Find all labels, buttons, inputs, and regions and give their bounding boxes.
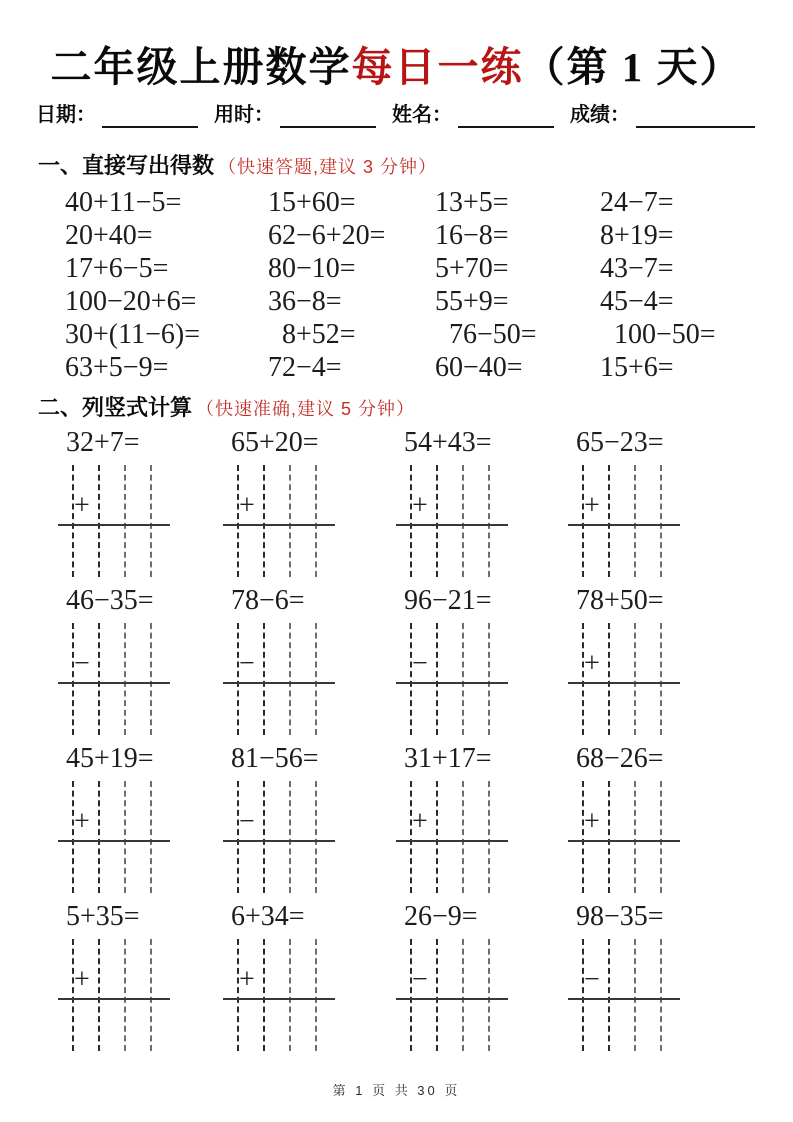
dashed-column-line	[289, 465, 291, 577]
dashed-column-line	[124, 623, 126, 735]
vertical-calc-cell	[398, 744, 570, 894]
time-used-blank-line	[280, 104, 376, 128]
dashed-column-line	[488, 939, 490, 1051]
mental-problem: 8+19=	[600, 220, 674, 251]
mental-problem: 63+5−9=	[65, 352, 169, 383]
problem-label: 32+7=	[66, 427, 140, 458]
problem-label: 54+43=	[404, 427, 492, 458]
vertical-calc-cell	[570, 902, 742, 1052]
operator-sign: +	[584, 648, 600, 679]
answer-line	[568, 682, 680, 684]
answer-line	[568, 998, 680, 1000]
dashed-column-line	[660, 781, 662, 893]
dashed-column-line	[237, 465, 239, 577]
title-text-left: 二年级上册数学	[50, 44, 352, 90]
answer-line	[223, 998, 335, 1000]
vertical-calc-cell	[60, 902, 225, 1052]
dashed-column-line	[315, 465, 317, 577]
section1-heading-text: 一、直接写出得数	[38, 153, 215, 178]
calc-work-area	[398, 939, 506, 1051]
answer-line	[396, 524, 508, 526]
dashed-column-line	[608, 465, 610, 577]
operator-sign: +	[74, 806, 90, 837]
dashed-column-line	[72, 623, 74, 735]
name-blank-line	[458, 104, 554, 128]
mental-problem: 20+40=	[65, 220, 153, 251]
vertical-calc-cell	[398, 586, 570, 736]
dashed-column-line	[263, 781, 265, 893]
time-used-label: 用时：	[214, 104, 274, 126]
problem-label: 78+50=	[576, 585, 664, 616]
problem-label: 81−56=	[231, 743, 319, 774]
operator-sign: −	[412, 648, 428, 679]
header-field-name	[392, 102, 570, 128]
dashed-column-line	[582, 623, 584, 735]
dashed-column-line	[289, 781, 291, 893]
dashed-column-line	[98, 939, 100, 1051]
dashed-column-line	[608, 939, 610, 1051]
section1-heading	[38, 149, 437, 180]
mental-problem: 55+9=	[435, 286, 509, 317]
answer-line	[396, 682, 508, 684]
answer-line	[223, 840, 335, 842]
dashed-column-line	[410, 939, 412, 1051]
vertical-calc-cell	[398, 902, 570, 1052]
mental-problem: 100−50=	[600, 319, 716, 350]
date-blank-line	[102, 104, 198, 128]
problem-label: 31+17=	[404, 743, 492, 774]
answer-line	[396, 840, 508, 842]
operator-sign: −	[74, 648, 90, 679]
operator-sign: −	[584, 964, 600, 995]
calc-work-area	[60, 939, 168, 1051]
calc-work-area	[398, 465, 506, 577]
problem-label: 78−6=	[231, 585, 305, 616]
mental-problem: 76−50=	[435, 319, 537, 350]
dashed-column-line	[263, 939, 265, 1051]
answer-line	[58, 840, 170, 842]
operator-sign: +	[74, 964, 90, 995]
dashed-column-line	[436, 939, 438, 1051]
header-field-score	[570, 102, 755, 128]
mental-problem: 16−8=	[435, 220, 509, 251]
answer-line	[58, 998, 170, 1000]
dashed-column-line	[488, 465, 490, 577]
vertical-calc-cell	[398, 428, 570, 578]
vertical-calc-cell	[60, 586, 225, 736]
dashed-column-line	[660, 623, 662, 735]
dashed-column-line	[124, 465, 126, 577]
dashed-column-line	[150, 939, 152, 1051]
header-field-time-used	[214, 102, 392, 128]
dashed-column-line	[634, 939, 636, 1051]
operator-sign: +	[239, 964, 255, 995]
title-text-right: （第 1 天）	[523, 44, 743, 90]
mental-problem: 30+(11−6)=	[65, 319, 200, 350]
answer-line	[58, 524, 170, 526]
calc-work-area	[225, 939, 333, 1051]
dashed-column-line	[462, 465, 464, 577]
calc-work-area	[570, 623, 678, 735]
dashed-column-line	[582, 781, 584, 893]
section2-time-hint: （快速准确,建议 5 分钟）	[196, 399, 416, 419]
problem-label: 65+20=	[231, 427, 319, 458]
dashed-column-line	[582, 939, 584, 1051]
dashed-column-line	[72, 939, 74, 1051]
mental-problem: 8+52=	[268, 319, 356, 350]
dashed-column-line	[289, 939, 291, 1051]
answer-line	[568, 524, 680, 526]
vertical-calc-cell	[570, 744, 742, 894]
dashed-column-line	[98, 465, 100, 577]
date-label: 日期：	[36, 104, 96, 126]
dashed-column-line	[124, 781, 126, 893]
dashed-column-line	[436, 781, 438, 893]
problem-label: 96−21=	[404, 585, 492, 616]
vertical-calc-grid	[60, 428, 742, 1052]
calc-work-area	[225, 465, 333, 577]
calc-work-area	[60, 623, 168, 735]
dashed-column-line	[72, 781, 74, 893]
mental-problem: 24−7=	[600, 187, 674, 218]
calc-work-area	[225, 623, 333, 735]
dashed-column-line	[462, 781, 464, 893]
operator-sign: −	[239, 648, 255, 679]
calc-work-area	[398, 781, 506, 893]
vertical-calc-cell	[570, 428, 742, 578]
name-label: 姓名：	[392, 104, 452, 126]
header-fields-row	[36, 102, 755, 128]
dashed-column-line	[488, 623, 490, 735]
vertical-calc-cell	[60, 744, 225, 894]
mental-problem: 13+5=	[435, 187, 509, 218]
footer-page-number: 第 1 页 共 30 页	[332, 1083, 461, 1098]
dashed-column-line	[150, 781, 152, 893]
operator-sign: +	[239, 490, 255, 521]
problem-label: 45+19=	[66, 743, 154, 774]
dashed-column-line	[263, 623, 265, 735]
operator-sign: +	[412, 490, 428, 521]
dashed-column-line	[634, 781, 636, 893]
vertical-calc-cell	[225, 428, 398, 578]
section2-heading	[38, 391, 415, 422]
operator-sign: +	[412, 806, 428, 837]
dashed-column-line	[660, 465, 662, 577]
page-title	[0, 34, 793, 93]
dashed-column-line	[315, 939, 317, 1051]
problem-label: 5+35=	[66, 901, 140, 932]
dashed-column-line	[237, 623, 239, 735]
problem-label: 46−35=	[66, 585, 154, 616]
problem-label: 68−26=	[576, 743, 664, 774]
dashed-column-line	[488, 781, 490, 893]
operator-sign: −	[412, 964, 428, 995]
mental-problem: 80−10=	[268, 253, 356, 284]
calc-work-area	[60, 465, 168, 577]
mental-problem: 45−4=	[600, 286, 674, 317]
dashed-column-line	[660, 939, 662, 1051]
vertical-calc-cell	[225, 586, 398, 736]
dashed-column-line	[410, 623, 412, 735]
mental-problem: 60−40=	[435, 352, 523, 383]
mental-problem: 36−8=	[268, 286, 342, 317]
answer-line	[396, 998, 508, 1000]
problem-label: 6+34=	[231, 901, 305, 932]
dashed-column-line	[263, 465, 265, 577]
mental-problem: 15+60=	[268, 187, 356, 218]
header-field-date	[36, 102, 214, 128]
dashed-column-line	[634, 465, 636, 577]
operator-sign: −	[239, 806, 255, 837]
mental-problem: 40+11−5=	[65, 187, 182, 218]
mental-problem: 17+6−5=	[65, 253, 169, 284]
calc-work-area	[398, 623, 506, 735]
calc-work-area	[570, 939, 678, 1051]
dashed-column-line	[237, 939, 239, 1051]
answer-line	[58, 682, 170, 684]
dashed-column-line	[608, 623, 610, 735]
section2-heading-text: 二、列竖式计算	[38, 395, 193, 420]
dashed-column-line	[315, 623, 317, 735]
vertical-calc-cell	[60, 428, 225, 578]
problem-label: 65−23=	[576, 427, 664, 458]
dashed-column-line	[98, 623, 100, 735]
calc-work-area	[570, 465, 678, 577]
dashed-column-line	[582, 465, 584, 577]
answer-line	[568, 840, 680, 842]
operator-sign: +	[74, 490, 90, 521]
mental-problem: 100−20+6=	[65, 286, 197, 317]
dashed-column-line	[410, 781, 412, 893]
mental-problem: 72−4=	[268, 352, 342, 383]
dashed-column-line	[150, 623, 152, 735]
dashed-column-line	[289, 623, 291, 735]
problem-label: 26−9=	[404, 901, 478, 932]
calc-work-area	[60, 781, 168, 893]
dashed-column-line	[410, 465, 412, 577]
mental-problem: 62−6+20=	[268, 220, 386, 251]
answer-line	[223, 682, 335, 684]
section1-time-hint: （快速答题,建议 3 分钟）	[218, 157, 438, 177]
answer-line	[223, 524, 335, 526]
mental-problem: 5+70=	[435, 253, 509, 284]
mental-math-grid	[65, 186, 777, 384]
dashed-column-line	[72, 465, 74, 577]
vertical-calc-cell	[225, 744, 398, 894]
dashed-column-line	[608, 781, 610, 893]
vertical-calc-cell	[570, 586, 742, 736]
dashed-column-line	[237, 781, 239, 893]
dashed-column-line	[436, 465, 438, 577]
dashed-column-line	[150, 465, 152, 577]
calc-work-area	[570, 781, 678, 893]
score-blank-line	[636, 104, 755, 128]
mental-problem: 15+6=	[600, 352, 674, 383]
dashed-column-line	[634, 623, 636, 735]
dashed-column-line	[98, 781, 100, 893]
title-highlight: 每日一练	[351, 44, 524, 90]
vertical-calc-cell	[225, 902, 398, 1052]
dashed-column-line	[315, 781, 317, 893]
dashed-column-line	[462, 623, 464, 735]
dashed-column-line	[436, 623, 438, 735]
operator-sign: +	[584, 490, 600, 521]
calc-work-area	[225, 781, 333, 893]
mental-problem: 43−7=	[600, 253, 674, 284]
dashed-column-line	[124, 939, 126, 1051]
operator-sign: +	[584, 806, 600, 837]
score-label: 成绩：	[570, 104, 630, 126]
problem-label: 98−35=	[576, 901, 664, 932]
dashed-column-line	[462, 939, 464, 1051]
